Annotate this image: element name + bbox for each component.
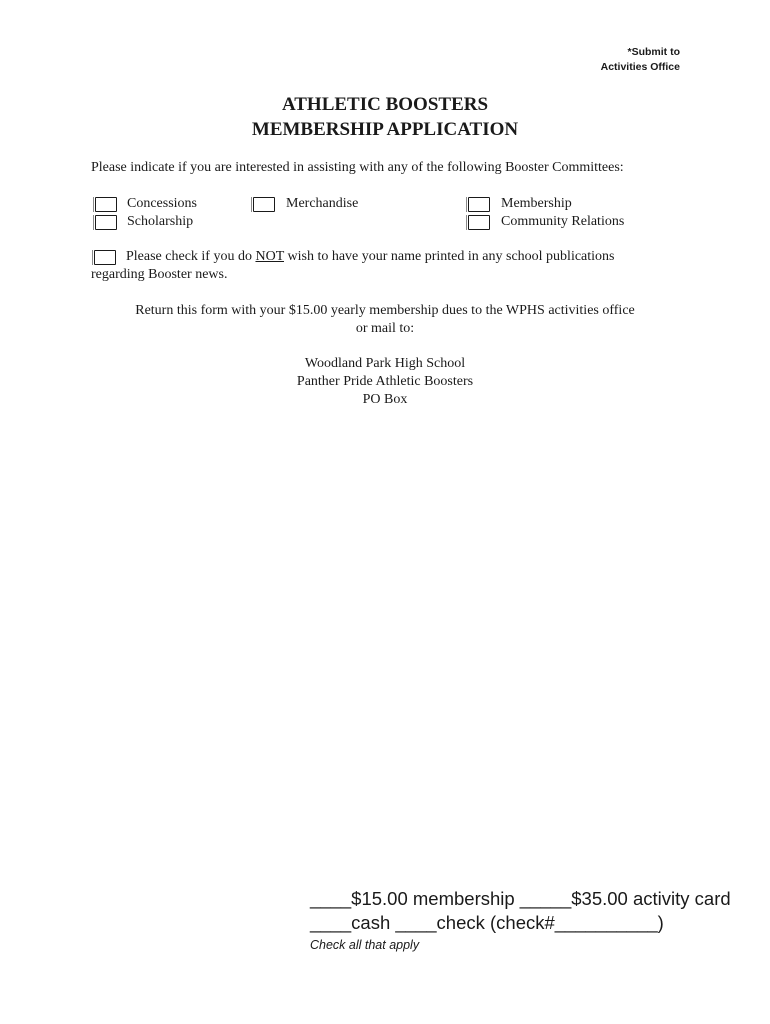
form-title-line-1: ATHLETIC BOOSTERS [281,94,489,115]
address-line-1: Woodland Park High School [304,356,466,371]
payment-options-line-2: ____cash ____check (check#__________) [310,912,664,933]
opt-out-line-1 [126,248,615,266]
label-merchandise: Merchandise [286,196,359,211]
label-community-relations: Community Relations [501,214,625,229]
checkbox-concessions[interactable] [95,197,117,212]
checkbox-merchandise[interactable] [253,197,275,212]
payment-options-line-1: ____$15.00 membership _____$35.00 activity card [310,888,731,909]
address-line-3: PO Box [362,392,408,407]
label-concessions: Concessions [127,196,197,211]
form-title-line-2: MEMBERSHIP APPLICATION [251,119,519,140]
opt-out-emphasis: NOT [255,249,284,264]
opt-out-part-2: wish to have your name printed in any school publications [284,249,615,264]
label-scholarship: Scholarship [127,214,194,229]
checkbox-membership[interactable] [468,197,490,212]
committees-intro: Please indicate if you are interested in assisting with any of the following Booster Committees: [91,160,624,175]
address-line-2: Panther Pride Athletic Boosters [296,374,474,389]
opt-out-part-1: Please check if you do [126,249,256,264]
return-info-line-2: or mail to: [355,321,415,336]
submit-line-2: Activities Office [600,61,680,73]
checkbox-community-relations[interactable] [468,215,490,230]
submit-instructions [560,45,680,75]
payment-note: Check all that apply [310,938,420,952]
checkbox-scholarship[interactable] [95,215,117,230]
opt-out-line-2: regarding Booster news. [91,267,228,282]
label-membership: Membership [501,196,572,211]
submit-line-1: *Submit to [627,46,680,58]
checkbox-opt-out-publication[interactable] [94,250,116,265]
return-info-line-1: Return this form with your $15.00 yearly membership dues to the WPHS activities office [135,303,635,318]
